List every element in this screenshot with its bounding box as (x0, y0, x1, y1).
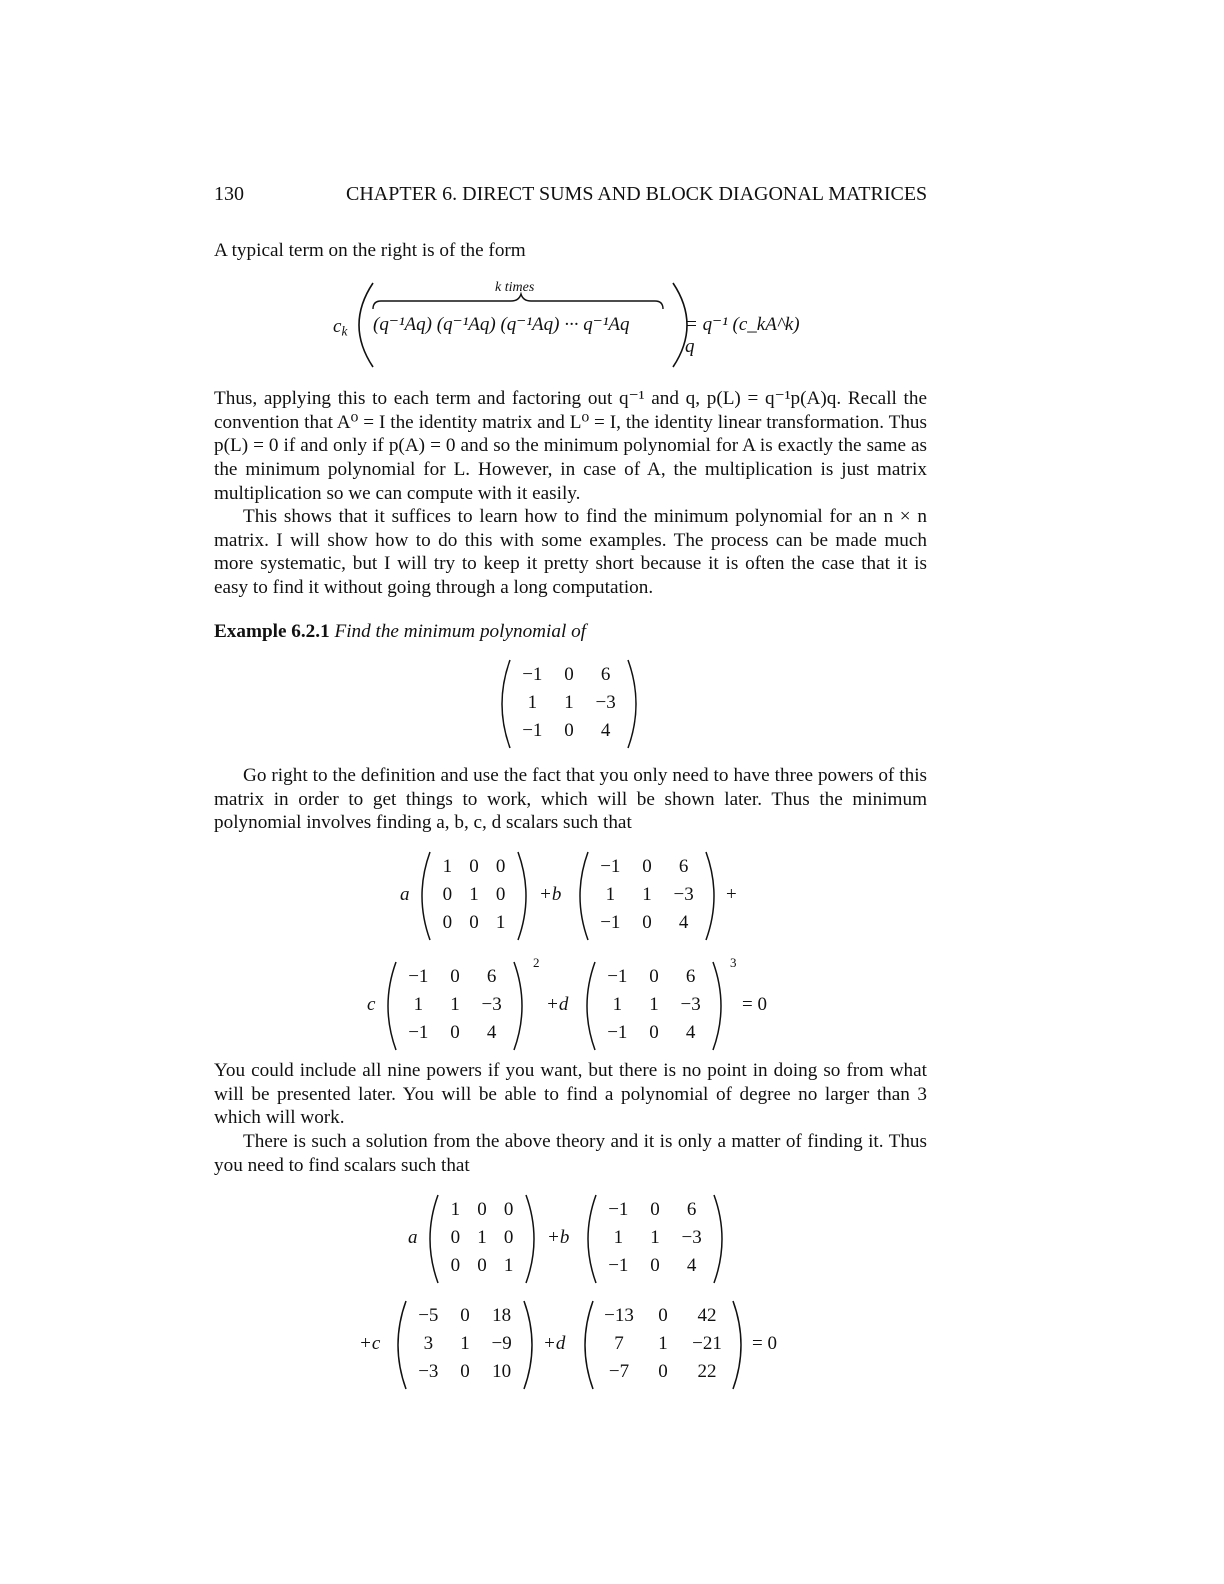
plus-sign: + (726, 884, 737, 905)
matrix-entry: −3 (418, 1361, 439, 1382)
paragraph-5: There is such a solution from the above theory and it is only a matter of finding it. Thus you need to find scalars such that (214, 1131, 927, 1176)
matrix-entry: 1 (605, 884, 616, 905)
matrix-entry: −13 (604, 1305, 634, 1326)
matrix-row (434, 856, 514, 878)
matrix-entry: 0 (642, 912, 652, 933)
matrix-entry: −1 (608, 1199, 629, 1220)
matrix-entry: 4 (678, 912, 689, 933)
matrix-row (442, 1227, 522, 1249)
matrix-entry: 6 (685, 966, 696, 987)
matrix-row (514, 692, 624, 714)
matrix-entry: 1 (564, 692, 574, 713)
matrix-entry: 1 (469, 884, 479, 905)
scalar-a: a (400, 884, 410, 905)
matrix-entry: 1 (527, 692, 538, 713)
matrix-entry: −1 (522, 720, 543, 741)
matrix-entry: 0 (460, 1305, 470, 1326)
matrix-entry: 6 (486, 966, 497, 987)
scalar-c: c (367, 994, 376, 1015)
equals-zero: = 0 (742, 994, 767, 1015)
matrix-entry: 0 (642, 856, 652, 877)
matrix-row (600, 1199, 710, 1221)
matrix-row (410, 1305, 520, 1327)
matrix-row (592, 856, 702, 878)
matrix-a (574, 852, 720, 940)
paragraph-1: Thus, applying this to each term and factoring out q⁻¹ and q, p(L) = q⁻¹p(A)q. Recall the convention that A⁰ = I the identity matrix and L⁰ = I, the identity linear transformation. Thus p(L) = 0 if and only if p(A) = 0 and so the minimum polynomial for A is exactly the same as the minimum polynomial for L. However, in case of A, the multiplication is just matrix multiplication so we can compute with it easily. (214, 388, 927, 504)
equals-zero-2: = 0 (752, 1333, 777, 1354)
matrix-entry: −3 (595, 692, 616, 713)
matrix-entry: −3 (673, 884, 694, 905)
matrix-entry: 0 (469, 912, 479, 933)
matrix-row (599, 966, 709, 988)
matrix-entry: 6 (600, 664, 611, 685)
matrix-row (600, 1227, 710, 1249)
matrix-entry: 0 (450, 1255, 461, 1276)
matrix-entry: 7 (614, 1333, 624, 1354)
matrix-row (599, 1022, 709, 1044)
matrix-entry: 18 (492, 1305, 512, 1326)
matrix-entry: −1 (408, 1022, 429, 1043)
plus-b: +b (539, 884, 562, 905)
matrix-entry: 0 (450, 966, 460, 987)
matrix-identity (416, 852, 532, 940)
matrix-entry: −7 (608, 1361, 630, 1382)
matrix-entry: 0 (650, 1255, 660, 1276)
matrix-entry: 0 (649, 966, 659, 987)
exponent-3: 3 (730, 955, 737, 970)
matrix-entry: 0 (495, 856, 506, 877)
matrix-entry: 0 (564, 720, 574, 741)
matrix-row (410, 1333, 520, 1355)
matrix-entry: 0 (442, 884, 453, 905)
example-heading (214, 620, 927, 644)
matrix-entry: 0 (649, 1022, 659, 1043)
example-text: Find the minimum polynomial of (334, 621, 587, 642)
matrix-row (514, 720, 624, 742)
matrix-entry: −3 (681, 1227, 702, 1248)
matrix-entry: −1 (600, 912, 621, 933)
matrix-entry: 0 (477, 1255, 487, 1276)
matrix-row (597, 1305, 729, 1327)
matrix-entry: 6 (686, 1199, 697, 1220)
matrix-entry: 0 (450, 1022, 460, 1043)
matrix-entry: 6 (678, 856, 689, 877)
matrix-entry: 22 (697, 1361, 717, 1382)
paragraph-4: You could include all nine powers if you want, but there is no point in doing so from what will be presented later. You will be able to find a polynomial of degree no larger than 3 which will work. (214, 1060, 927, 1129)
matrix-row (442, 1255, 522, 1277)
matrix-entry: 0 (503, 1227, 514, 1248)
matrix-entry: 1 (460, 1333, 470, 1354)
matrix-a-squared-base (382, 962, 528, 1050)
matrix-entry: −1 (408, 966, 429, 987)
matrix-entry: 1 (477, 1227, 487, 1248)
matrix-row (592, 884, 702, 906)
matrix-entry: 4 (686, 1255, 697, 1276)
matrix-entry: 0 (503, 1199, 514, 1220)
chapter-title: CHAPTER 6. DIRECT SUMS AND BLOCK DIAGONAL MATRICES (346, 183, 928, 205)
matrix-entry: −1 (608, 1255, 629, 1276)
matrix-entry: −1 (607, 966, 628, 987)
matrix-row (442, 1199, 522, 1221)
product-of-conjugates: (q⁻¹Aq) (q⁻¹Aq) (q⁻¹Aq) ··· q⁻¹Aq (373, 314, 630, 335)
matrix-row (514, 664, 624, 686)
matrix-entry: 1 (642, 884, 652, 905)
matrix-a-2 (582, 1195, 728, 1283)
matrix-entry: 0 (477, 1199, 487, 1220)
matrix-entry: 4 (486, 1022, 497, 1043)
matrix-entry: 42 (697, 1305, 717, 1326)
matrix-entry: −1 (600, 856, 621, 877)
matrix-row (410, 1361, 520, 1383)
matrix-entry: 0 (495, 884, 506, 905)
matrix-entry: 1 (450, 994, 460, 1015)
matrix-entry: 0 (469, 856, 479, 877)
matrix-entry: 1 (650, 1227, 660, 1248)
matrix-entry: 1 (503, 1255, 514, 1276)
matrix-entry: 0 (460, 1361, 470, 1382)
plus-c: +c (359, 1333, 381, 1354)
exponent-2: 2 (533, 955, 540, 970)
matrix-entry: −1 (522, 664, 543, 685)
matrix-row (597, 1361, 729, 1383)
matrix-row (434, 912, 514, 934)
matrix-entry: −3 (481, 994, 502, 1015)
matrix-a-cubed (579, 1301, 747, 1389)
matrix-entry: 0 (658, 1305, 668, 1326)
coef-c: $c_k$ (333, 316, 348, 339)
matrix-entry: 1 (413, 994, 424, 1015)
matrix-entry: −3 (680, 994, 701, 1015)
matrix-identity-2 (424, 1195, 540, 1283)
plus-d-2: +d (543, 1333, 566, 1354)
matrix-entry: 3 (423, 1333, 434, 1354)
matrix-entry: 1 (495, 912, 506, 933)
matrix-entry: −5 (418, 1305, 439, 1326)
plus-b-2: +b (547, 1227, 570, 1248)
matrix-entry: 1 (658, 1333, 668, 1354)
matrix-entry: 0 (564, 664, 574, 685)
matrix-entry: 0 (658, 1361, 668, 1382)
matrix-entry: 0 (650, 1199, 660, 1220)
intro-line: A typical term on the right is of the form (214, 240, 526, 261)
matrix-a-squared (392, 1301, 538, 1389)
equation-rhs: = q⁻¹ (c_kA^k) q (685, 314, 800, 357)
matrix-entry: 1 (612, 994, 623, 1015)
matrix-row (434, 884, 514, 906)
matrix-entry: 4 (600, 720, 611, 741)
paragraph-2: This shows that it suffices to learn how to find the minimum polynomial for an n × n matrix. I will show how to do this with some examples. The process can be made much more systematic, but I will try to keep it pretty short because it is often the case that it is easy to find it without going through a long computation. (214, 506, 927, 599)
matrix-entry: −21 (692, 1333, 722, 1354)
typical-term-equation (333, 280, 813, 373)
matrix-row (592, 912, 702, 934)
plus-d: +d (546, 994, 569, 1015)
matrix-entry: 1 (649, 994, 659, 1015)
matrix-entry: 0 (442, 912, 453, 933)
matrix-entry: 0 (450, 1227, 461, 1248)
matrix-entry: 1 (450, 1199, 461, 1220)
matrix-entry: 4 (685, 1022, 696, 1043)
matrix-entry: 1 (442, 856, 453, 877)
matrix-entry: −9 (491, 1333, 512, 1354)
paragraph-3: Go right to the definition and use the fact that you only need to have three powers of this matrix in order to get things to work, which will be shown later. Thus the minimum polynomial involves finding a, b, c, d scalars such that (214, 765, 927, 834)
matrix-row (400, 994, 510, 1016)
matrix-row (400, 966, 510, 988)
brace-label: k times (495, 280, 535, 295)
example-label: Example 6.2.1 (214, 621, 330, 642)
matrix-row (597, 1333, 729, 1355)
matrix-entry: −1 (607, 1022, 628, 1043)
matrix-row (400, 1022, 510, 1044)
matrix-a-cubed-base (581, 962, 727, 1050)
matrix-a-example (496, 660, 642, 748)
page-number: 130 (214, 183, 244, 205)
matrix-row (599, 994, 709, 1016)
matrix-entry: 1 (613, 1227, 624, 1248)
scalar-a-2: a (408, 1227, 418, 1248)
matrix-row (600, 1255, 710, 1277)
matrix-entry: 10 (492, 1361, 512, 1382)
